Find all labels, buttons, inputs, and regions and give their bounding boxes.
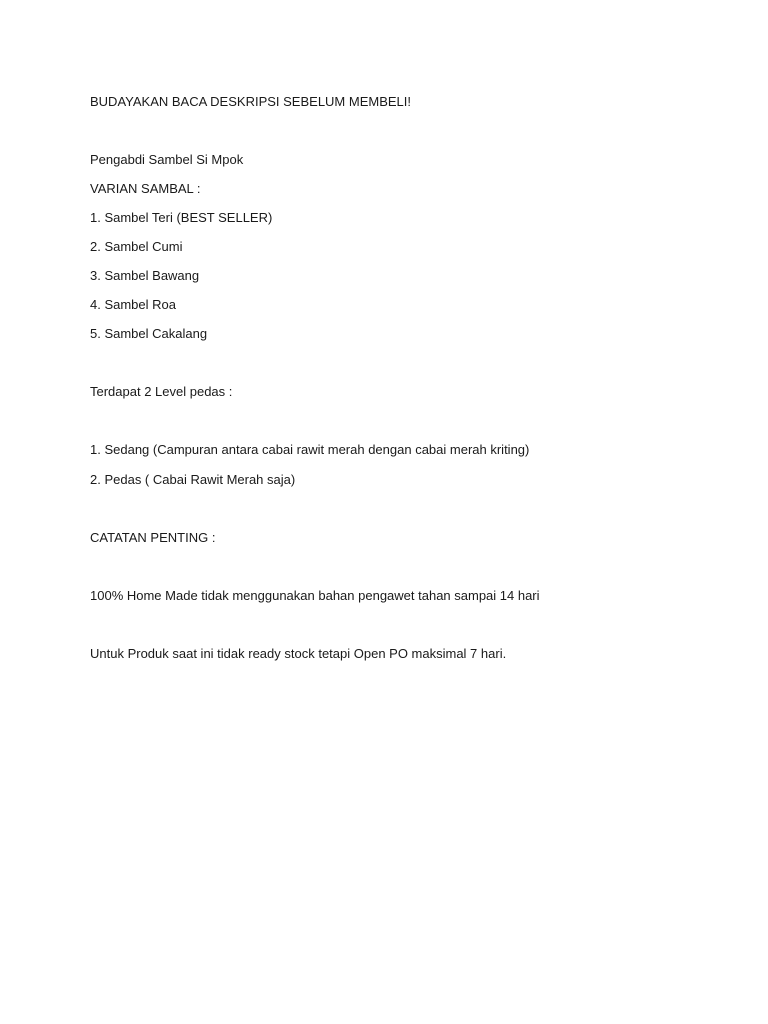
brand-name: Pengabdi Sambel Si Mpok	[90, 152, 244, 167]
note-item-2: Untuk Produk saat ini tidak ready stock tetapi Open PO maksimal 7 hari.	[90, 646, 507, 661]
variants-title: VARIAN SAMBAL :	[90, 181, 201, 196]
levels-title: Terdapat 2 Level pedas :	[90, 384, 233, 399]
variant-item-3: 3. Sambel Bawang	[90, 268, 200, 283]
variant-item-4: 4. Sambel Roa	[90, 297, 176, 312]
variant-item-2: 2. Sambel Cumi	[90, 239, 183, 254]
level-item-2: 2. Pedas ( Cabai Rawit Merah saja)	[90, 472, 296, 487]
note-item-1: 100% Home Made tidak menggunakan bahan pengawet tahan sampai 14 hari	[90, 588, 540, 603]
variant-item-5: 5. Sambel Cakalang	[90, 326, 208, 341]
variant-item-1: 1. Sambel Teri (BEST SELLER)	[90, 210, 273, 225]
document-heading: BUDAYAKAN BACA DESKRIPSI SEBELUM MEMBELI!	[90, 94, 412, 109]
level-item-1: 1. Sedang (Campuran antara cabai rawit merah dengan cabai merah kriting)	[90, 442, 530, 457]
notes-title: CATATAN PENTING :	[90, 530, 216, 545]
